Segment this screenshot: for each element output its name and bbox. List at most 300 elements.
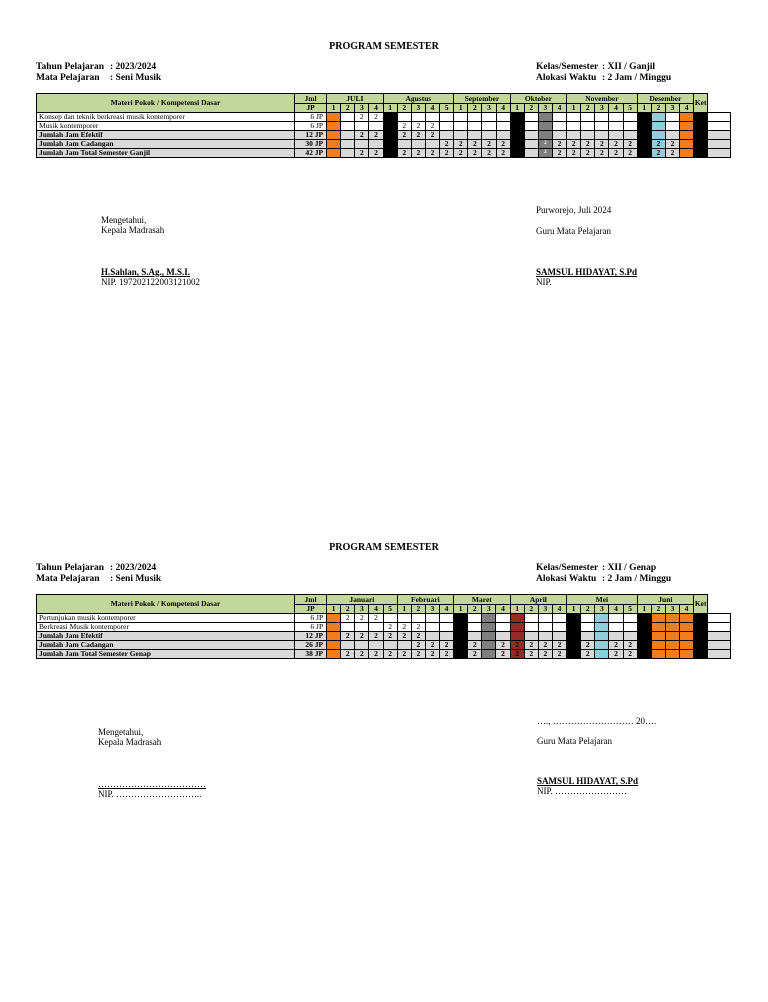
header-week: 1 [510,104,524,113]
row-label: Pertunjukan musik kontemporer [37,614,295,623]
program-table-genap [36,594,731,659]
ket-cell [708,131,731,140]
week-cell [327,149,341,158]
week-cell [482,632,496,641]
week-cell: 2 [609,149,623,158]
week-cell: 2 [595,140,609,149]
header-week: 3 [595,605,609,614]
week-cell [425,140,439,149]
week-cell [581,623,595,632]
header-week: 1 [637,605,651,614]
header-week: 4 [369,104,383,113]
week-cell [680,623,694,632]
info-left-ganjil [36,62,161,84]
week-cell [454,113,468,122]
week-cell [327,140,341,149]
header-week: 3 [595,104,609,113]
header-week: 2 [524,104,538,113]
week-cell [665,650,679,659]
week-cell: 2 [454,149,468,158]
week-cell [694,113,708,122]
week-cell: 2 [496,140,510,149]
week-cell: 2 [510,149,524,158]
week-cell [468,623,482,632]
tahun-value: : 2023/2024 [110,563,157,573]
week-cell [694,641,708,650]
week-cell: 2 [425,149,439,158]
header-week: 3 [425,605,439,614]
header-month: JULI [327,94,383,104]
row-label: Jumlah Jam Efektif [37,131,295,140]
week-cell: 2 [552,650,566,659]
week-cell: 2 [355,614,369,623]
week-cell [623,122,637,131]
week-cell [468,614,482,623]
week-cell: 2 [538,650,552,659]
week-cell: 2 [411,131,425,140]
week-cell: 2 [651,140,665,149]
week-cell [665,113,679,122]
tahun-label: Tahun Pelajaran [36,563,105,573]
header-week: 1 [567,605,581,614]
week-cell [680,149,694,158]
row-label: Berkreasi Musik kontemporer [37,623,295,632]
header-jml: Jml [295,595,327,605]
header-week: 4 [552,605,566,614]
row-jp: 6 JP [295,113,327,122]
row-jp: 6 JP [295,122,327,131]
header-week: 4 [552,104,566,113]
week-cell [680,122,694,131]
week-cell [440,614,454,623]
week-cell [680,614,694,623]
week-cell [482,641,496,650]
signature-right-ganjil [536,205,637,287]
mapel-label: Mata Pelajaran [36,574,100,584]
week-cell [327,650,341,659]
week-cell [411,113,425,122]
week-cell: 2 [623,641,637,650]
week-cell [397,614,411,623]
week-cell [665,641,679,650]
kepala-name: H.Sahlan, S.Ag., M.S.I. [101,267,191,277]
header-month: Juni [637,595,693,605]
week-cell: 2 [482,140,496,149]
header-month: September [454,94,510,104]
week-cell: 2 [510,140,524,149]
header-week: 4 [496,605,510,614]
week-cell: 2 [411,122,425,131]
week-cell [482,122,496,131]
tahun-label: Tahun Pelajaran [36,62,105,72]
week-cell: 2 [425,641,439,650]
header-week: 1 [454,104,468,113]
week-cell [595,113,609,122]
header-week: 3 [538,605,552,614]
week-cell [538,623,552,632]
week-cell [524,623,538,632]
week-cell [581,113,595,122]
header-week: 4 [496,104,510,113]
week-cell: 2 [538,641,552,650]
signature-left-ganjil [101,215,200,287]
week-cell: 2 [355,149,369,158]
week-cell: 2 [581,641,595,650]
week-cell [425,614,439,623]
week-cell [383,641,397,650]
week-cell [454,623,468,632]
week-cell: 2 [581,140,595,149]
week-cell [440,122,454,131]
week-cell [496,131,510,140]
week-cell [468,113,482,122]
ket-cell [708,614,731,623]
week-cell [595,641,609,650]
week-cell [327,623,341,632]
week-cell [454,632,468,641]
week-cell [694,149,708,158]
week-cell [665,623,679,632]
week-cell [538,113,552,122]
week-cell [567,122,581,131]
header-month: Oktober [510,94,566,104]
week-cell [383,614,397,623]
week-cell [680,131,694,140]
week-cell [637,131,651,140]
header-month: April [510,595,566,605]
week-cell [581,614,595,623]
week-cell: 2 [397,149,411,158]
week-cell [538,131,552,140]
week-cell [637,149,651,158]
week-cell: 2 [369,131,383,140]
week-cell: 2 [411,641,425,650]
week-cell [581,131,595,140]
week-cell [637,113,651,122]
week-cell: 2 [510,641,524,650]
ket-cell [708,113,731,122]
week-cell: 2 [425,650,439,659]
week-cell: 2 [552,641,566,650]
row-jp: 30 JP [295,140,327,149]
week-cell [524,131,538,140]
header-materi: Materi Pokok / Kompetensi Dasar [37,94,295,113]
guru-name: SAMSUL HIDAYAT, S.Pd [536,267,638,277]
row-label: Jumlah Jam Total Semester Ganjil [37,149,295,158]
week-cell: 2 [496,650,510,659]
week-cell: 2 [552,149,566,158]
week-cell: 2 [468,641,482,650]
week-cell [327,122,341,131]
header-week: 5 [383,605,397,614]
signature-left-genap [98,727,206,799]
place-date: Purworejo, Juli 2024 [536,205,612,215]
week-cell: 2 [383,650,397,659]
week-cell [510,632,524,641]
week-cell: 2 [567,140,581,149]
table-row [37,641,731,650]
ket-cell [708,140,731,149]
week-cell [496,122,510,131]
kepala-nip: NIP. 197202122003121002 [101,277,201,287]
week-cell [651,641,665,650]
row-label: Jumlah Jam Efektif [37,632,295,641]
week-cell [355,641,369,650]
week-cell: 2 [496,149,510,158]
week-cell [595,614,609,623]
header-week: 5 [623,104,637,113]
week-cell [411,614,425,623]
week-cell [694,623,708,632]
week-cell [665,632,679,641]
week-cell: 2 [482,149,496,158]
week-cell [637,641,651,650]
header-ket: Ket [694,94,708,113]
week-cell [694,131,708,140]
week-cell [524,632,538,641]
week-cell [496,614,510,623]
week-cell [369,122,383,131]
header-month: Februari [397,595,453,605]
week-cell [341,113,355,122]
week-cell: 2 [538,149,552,158]
week-cell: 2 [355,632,369,641]
week-cell [637,122,651,131]
week-cell: 2 [524,650,538,659]
week-cell [538,632,552,641]
week-cell: 2 [397,131,411,140]
week-cell [468,122,482,131]
week-cell: 2 [468,650,482,659]
mapel-value: : Seni Musik [110,73,162,83]
header-week: 1 [327,104,341,113]
tahun-value: : 2023/2024 [110,62,157,72]
table-row [37,140,731,149]
week-cell [552,632,566,641]
ket-cell [708,650,731,659]
week-cell [482,614,496,623]
week-cell [538,122,552,131]
week-cell: 2 [609,140,623,149]
week-cell [567,131,581,140]
ket-cell [708,641,731,650]
week-cell: 2 [581,149,595,158]
table-row [37,122,731,131]
week-cell: 2 [623,140,637,149]
header-week: 4 [609,605,623,614]
guru-nip: NIP. [536,277,552,287]
header-week: 3 [482,104,496,113]
week-cell [651,650,665,659]
week-cell [665,131,679,140]
week-cell [454,122,468,131]
week-cell [651,623,665,632]
header-jml: Jml [295,94,327,104]
week-cell [665,122,679,131]
week-cell: 2 [397,623,411,632]
week-cell [680,650,694,659]
ket-cell [708,122,731,131]
guru-nip: NIP. …………………… [537,786,628,796]
header-week: 4 [369,605,383,614]
header-week: 2 [468,104,482,113]
header-month: Mei [567,595,638,605]
mengetahui-text: Mengetahui, [98,727,144,737]
header-week: 3 [482,605,496,614]
header-week: 3 [665,605,679,614]
week-cell [595,650,609,659]
week-cell [680,632,694,641]
header-week: 3 [411,104,425,113]
header-week: 1 [454,605,468,614]
week-cell: 2 [355,650,369,659]
header-jp: JP [295,104,327,113]
table-row [37,650,731,659]
week-cell [440,113,454,122]
week-cell: 2 [440,149,454,158]
ket-cell [708,149,731,158]
week-cell: 2 [369,614,383,623]
week-cell [425,632,439,641]
week-cell [454,614,468,623]
week-cell: 2 [538,140,552,149]
week-cell: 2 [383,131,397,140]
week-cell: 2 [623,149,637,158]
header-week: 2 [651,104,665,113]
week-cell [651,614,665,623]
header-ket: Ket [694,595,708,614]
week-cell [468,632,482,641]
week-cell [454,650,468,659]
ket-cell [708,632,731,641]
week-cell: 2 [425,131,439,140]
week-cell [524,149,538,158]
week-cell: 2 [552,140,566,149]
info-right-ganjil [536,62,671,84]
week-cell [496,623,510,632]
week-cell [637,650,651,659]
week-cell: 2 [567,650,581,659]
week-cell [651,113,665,122]
week-cell [355,140,369,149]
week-cell [369,623,383,632]
header-week: 2 [581,605,595,614]
week-cell [454,641,468,650]
week-cell [369,641,383,650]
row-jp: 6 JP [295,623,327,632]
week-cell: 2 [355,113,369,122]
table-row [37,614,731,623]
kelas-value: : XII / Genap [602,563,657,573]
table-row [37,623,731,632]
info-left-genap [36,563,161,585]
week-cell [567,614,581,623]
guru-title: Guru Mata Pelajaran [537,736,612,746]
week-cell [355,623,369,632]
header-week: 2 [524,605,538,614]
week-cell [341,641,355,650]
week-cell [524,113,538,122]
week-cell [609,113,623,122]
header-week: 2 [468,605,482,614]
week-cell: 2 [510,650,524,659]
header-week: 4 [440,605,454,614]
week-cell [510,614,524,623]
week-cell [397,113,411,122]
week-cell [694,140,708,149]
week-cell [327,113,341,122]
week-cell [369,140,383,149]
row-jp: 26 JP [295,641,327,650]
week-cell [595,131,609,140]
week-cell [425,113,439,122]
week-cell [327,632,341,641]
week-cell: 2 [341,632,355,641]
page-title-ganjil: PROGRAM SEMESTER [329,41,439,52]
header-week: 5 [623,605,637,614]
week-cell: 2 [609,641,623,650]
row-label: Konsep dan teknik berkreasi musik kontemporer [37,113,295,122]
week-cell: 2 [524,641,538,650]
header-jp: JP [295,605,327,614]
row-jp: 42 JP [295,149,327,158]
week-cell [327,614,341,623]
week-cell [651,632,665,641]
week-cell [510,122,524,131]
week-cell [327,131,341,140]
header-week: 3 [355,605,369,614]
week-cell: 2 [623,650,637,659]
week-cell [383,122,397,131]
week-cell [524,614,538,623]
header-week: 4 [680,605,694,614]
week-cell [440,623,454,632]
week-cell [482,623,496,632]
week-cell: 2 [454,140,468,149]
week-cell: 2 [383,632,397,641]
week-cell [440,632,454,641]
row-jp: 38 JP [295,650,327,659]
guru-title: Guru Mata Pelajaran [536,226,611,236]
info-right-genap [536,563,671,585]
week-cell [510,113,524,122]
week-cell [637,623,651,632]
week-cell [581,632,595,641]
week-cell [651,122,665,131]
week-cell [482,131,496,140]
week-cell [651,131,665,140]
week-cell [510,623,524,632]
row-label: Jumlah Jam Cadangan [37,641,295,650]
mapel-value: : Seni Musik [110,574,162,584]
week-cell [694,632,708,641]
header-week: 1 [637,104,651,113]
week-cell [496,632,510,641]
row-label: Jumlah Jam Cadangan [37,140,295,149]
week-cell [440,131,454,140]
header-month: Desember [637,94,693,104]
mengetahui-text: Mengetahui, [101,215,147,225]
week-cell [538,614,552,623]
kelas-value: : XII / Ganjil [602,62,656,72]
header-week: 2 [581,104,595,113]
week-cell [623,623,637,632]
header-week: 4 [425,104,439,113]
week-cell [694,650,708,659]
header-week: 1 [510,605,524,614]
week-cell [454,131,468,140]
week-cell [665,614,679,623]
